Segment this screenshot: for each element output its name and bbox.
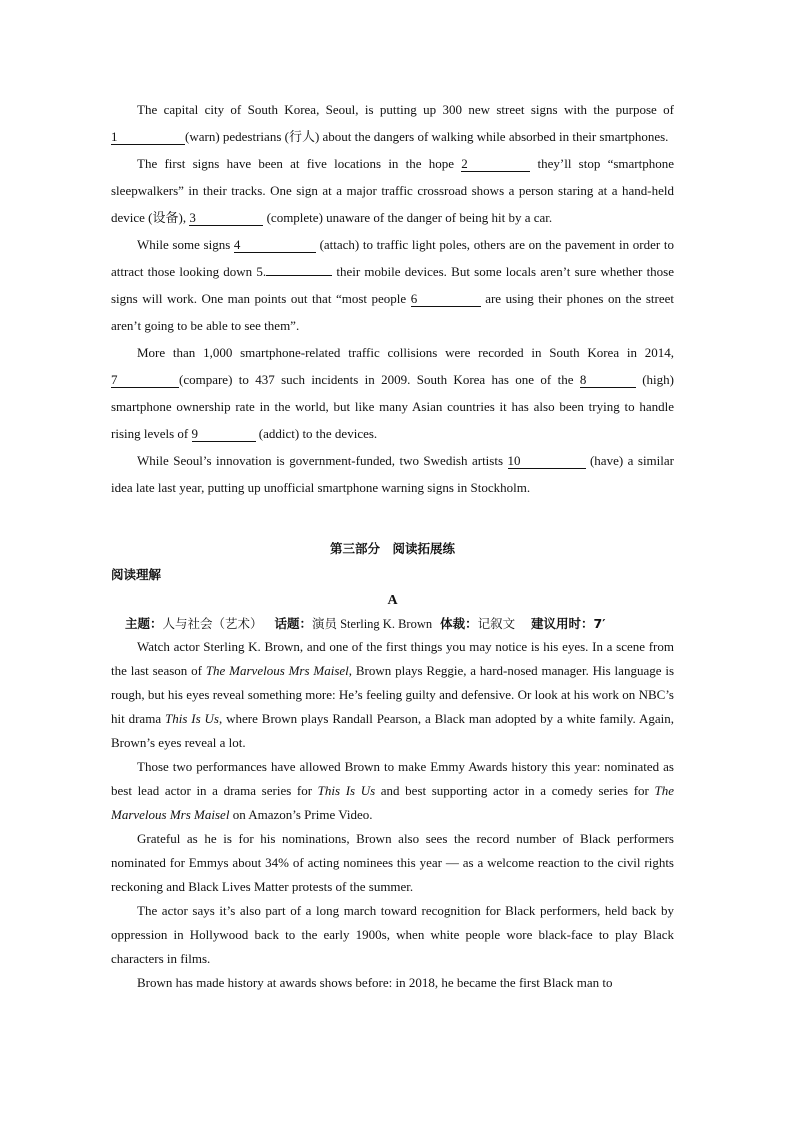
blank-6[interactable]: 6	[411, 292, 481, 307]
cloze-paragraph-2: The first signs have been at five locations in the hope 2 they’ll stop “smartphone sleepwalkers” in their tracks. One sign at a major traffic crossroad shows a person staring at a hand-held device (设备), 3 (complete) unaware of the danger of being hit by a car.	[111, 156, 674, 225]
section-title: 第三部分 阅读拓展练	[329, 541, 455, 556]
blank-7[interactable]: 7	[111, 373, 179, 388]
reading-paragraph-3: Grateful as he is for his nominations, Brown also sees the record number of Black performers nominated for Emmys about 34% of acting nominees this year — as a welcome reaction to the civil rights reckoning and Black Lives Matter protests of the summer.	[111, 831, 674, 894]
time-value: 7′	[593, 616, 606, 631]
cloze-paragraph-5: While Seoul’s innovation is government-funded, two Swedish artists 10 (have) a similar idea late last year, putting up unofficial smartphone warning signs in Stockholm.	[111, 453, 674, 495]
blank-3[interactable]: 3	[189, 211, 263, 226]
theme-label: 主题：	[125, 616, 163, 631]
theme-value: 人与社会（艺术）	[162, 616, 263, 631]
cloze-paragraph-3: While some signs 4 (attach) to traffic light poles, others are on the pavement in order to attract those looking down 5. their mobile devices. But some locals aren’t sure whether those signs will work. One man points out that “most people 6 are using their phones on the street aren’t going to be able to see them”.	[111, 237, 675, 333]
blank-1[interactable]: 1	[111, 130, 185, 145]
blank-5[interactable]	[266, 275, 332, 276]
time-label: 建议用时：	[531, 616, 594, 631]
blank-8[interactable]: 8	[580, 373, 636, 388]
topic-value: 演员 Sterling K. Brown	[311, 617, 433, 631]
passage-letter: A	[387, 593, 398, 608]
blank-4[interactable]: 4	[234, 238, 316, 253]
cloze-paragraph-1: The capital city of South Korea, Seoul, is putting up 300 new street signs with the purpose of 1 (warn) pedestrians (行人) about the dangers of walking while absorbed in their smartphones.	[111, 102, 674, 144]
reading-paragraph-5: Brown has made history at awards shows before: in 2018, he became the first Black man to	[137, 975, 613, 990]
reading-paragraph-1: Watch actor Sterling K. Brown, and one of the first things you may notice is his eyes. In a scene from the last season of The Marvelous Mrs Maisel, Brown plays Reggie, a hard-nosed manager. His language is rough, but his eyes reveal something more: He’s feeling guilty and defensive. Or look at his work on NBC’s hit drama This Is Us, where Brown plays Randall Pearson, a Black man adopted by a white family. Again, Brown’s eyes reveal a lot.	[111, 639, 674, 750]
section-subtitle: 阅读理解	[111, 567, 162, 582]
blank-2[interactable]: 2	[461, 157, 530, 172]
topic-label: 话题：	[274, 616, 312, 631]
blank-9[interactable]: 9	[192, 427, 256, 442]
genre-label: 体裁：	[440, 616, 478, 631]
reading-paragraph-2: Those two performances have allowed Brown to make Emmy Awards history this year: nominated as best lead actor in a drama series for This Is Us and best supporting actor in a comedy series for The Marvelous Mrs Maisel on Amazon’s Prime Video.	[111, 759, 674, 822]
blank-10[interactable]: 10	[508, 454, 586, 469]
passage-meta	[111, 613, 674, 635]
reading-paragraph-4: The actor says it’s also part of a long march toward recognition for Black performers, held back by oppression in Hollywood back to the early 1900s, when white people wore black-face to play Black characters in films.	[111, 903, 674, 966]
cloze-paragraph-4: More than 1,000 smartphone-related traffic collisions were recorded in South Korea in 2014, 7 (compare) to 437 such incidents in 2009. South Korea has one of the 8 (high) smartphone ownership rate in the world, but like many Asian countries it has also been trying to handle rising levels of 9 (addict) to the devices.	[111, 345, 674, 441]
genre-value: 记叙文	[477, 616, 516, 631]
document-page	[111, 96, 674, 995]
